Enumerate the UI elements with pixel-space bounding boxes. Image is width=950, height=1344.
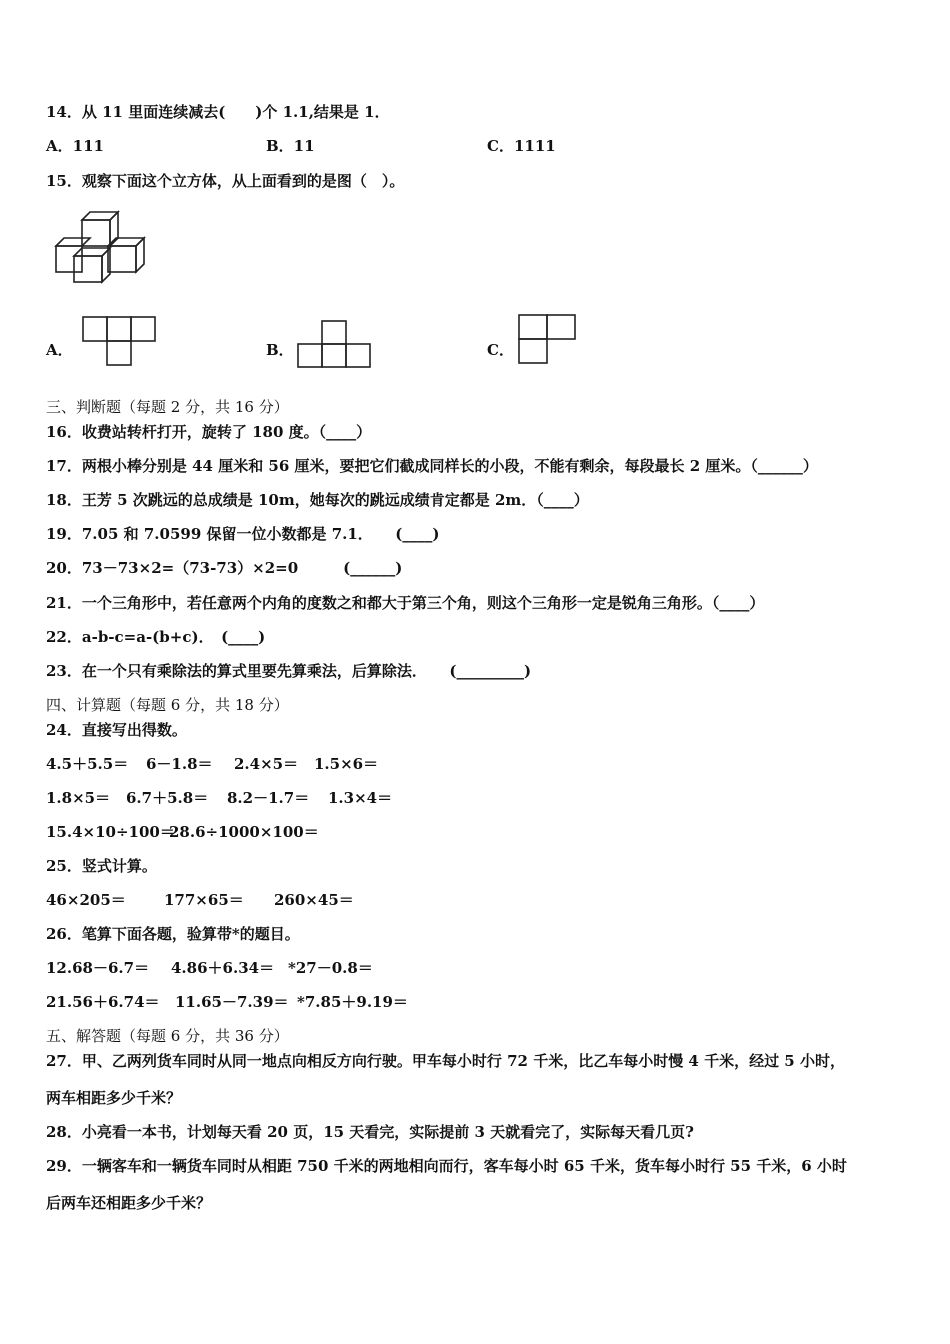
question-28: 28．小亮看一本书，计划每天看 20 页，15 天看完，实际提前 3 天就看完了，实际每天看几页?: [46, 1123, 694, 1141]
section-4-heading: 四、计算题（每题 6 分，共 18 分）: [46, 696, 289, 714]
q24-row-2: [46, 788, 392, 808]
question-20: 20．73－73×2=（73-73）×2=0 (______): [46, 559, 403, 577]
question-16: 16．收费站转杆打开，旋转了 180 度。（____）: [46, 423, 372, 441]
calc-item: 1.5×6＝: [314, 755, 379, 773]
calc-item: 8.2－1.7＝: [227, 789, 310, 807]
calc-item: 2.4×5＝: [234, 755, 299, 773]
q15-option-a: A．: [46, 341, 73, 359]
question-14: 14．从 11 里面连续减去( )个 1.1,结果是 1．: [46, 103, 390, 121]
calc-item: 11.65－7.39＝: [175, 993, 289, 1011]
question-25: 25．竖式计算。: [46, 857, 157, 875]
q14-option-a: A．111: [46, 137, 104, 155]
calc-item: 28.6÷1000×100＝: [169, 823, 319, 841]
q24-row-1: [46, 754, 378, 774]
question-27-line-1: 27．甲、乙两列货车同时从同一地点向相反方向行驶。甲车每小时行 72 千米，比乙车每小时慢 4 千米，经过 5 小时，: [46, 1052, 845, 1070]
calc-item: 6－1.8＝: [146, 755, 213, 773]
calc-item: *27－0.8＝: [288, 959, 373, 977]
question-15: 15．观察下面这个立方体，从上面看到的是图（ ）。: [46, 172, 405, 190]
calc-item: 6.7＋5.8＝: [126, 789, 209, 807]
calc-item: 4.5＋5.5＝: [46, 755, 129, 773]
q24-row-3: [46, 822, 319, 842]
section-3-heading: 三、判断题（每题 2 分，共 16 分）: [46, 398, 289, 416]
question-23: 23．在一个只有乘除法的算式里要先算乘法，后算除法． (_________): [46, 662, 532, 680]
calc-item: 21.56＋6.74＝: [46, 993, 160, 1011]
question-19: 19．7.05 和 7.0599 保留一位小数都是 7.1． (____): [46, 525, 440, 543]
q25-row: [46, 890, 354, 910]
question-18: 18．王芳 5 次跳远的总成绩是 10m，她每次的跳远成绩肯定都是 2m．（____）: [46, 491, 589, 509]
q14-option-c: C．1111: [487, 137, 556, 155]
calc-item: 46×205＝: [46, 891, 126, 909]
q26-row-2: [46, 992, 408, 1012]
option-a-figure: [82, 316, 158, 368]
question-22: 22．a-b-c=a-(b+c)． (____): [46, 628, 266, 646]
question-26: 26．笔算下面各题，验算带*的题目。: [46, 925, 300, 943]
calc-item: 1.3×4＝: [328, 789, 393, 807]
calc-item: 1.8×5＝: [46, 789, 111, 807]
question-29-line-2: 后两车还相距多少千米？: [46, 1194, 212, 1212]
question-29-line-1: 29．一辆客车和一辆货车同时从相距 750 千米的两地相向而行，客车每小时 65 千米，货车每小时行 55 千米，6 小时: [46, 1157, 847, 1175]
question-27-line-2: 两车相距多少千米？: [46, 1089, 182, 1107]
calc-item: 260×45＝: [274, 891, 354, 909]
calc-item: 177×65＝: [164, 891, 244, 909]
question-21: 21．一个三角形中，若任意两个内角的度数之和都大于第三个角，则这个三角形一定是锐角三角形。（____）: [46, 594, 765, 612]
section-5-heading: 五、解答题（每题 6 分，共 36 分）: [46, 1027, 289, 1045]
calc-item: 4.86＋6.34＝: [171, 959, 275, 977]
cube-figure: [52, 210, 152, 286]
option-b-figure: [297, 320, 373, 370]
question-17: 17．两根小棒分别是 44 厘米和 56 厘米，要把它们截成同样长的小段，不能有剩余，每段最长 2 厘米。（______）: [46, 457, 818, 475]
calc-item: 15.4×10÷100＝: [46, 823, 175, 841]
q14-option-b: B．11: [266, 137, 315, 155]
q15-option-c: C．: [487, 341, 514, 359]
calc-item: 12.68－6.7＝: [46, 959, 150, 977]
q26-row-1: [46, 958, 373, 978]
q15-option-b: B．: [266, 341, 294, 359]
question-24: 24．直接写出得数。: [46, 721, 187, 739]
option-c-figure: [518, 314, 578, 366]
calc-item: *7.85＋9.19＝: [297, 993, 408, 1011]
